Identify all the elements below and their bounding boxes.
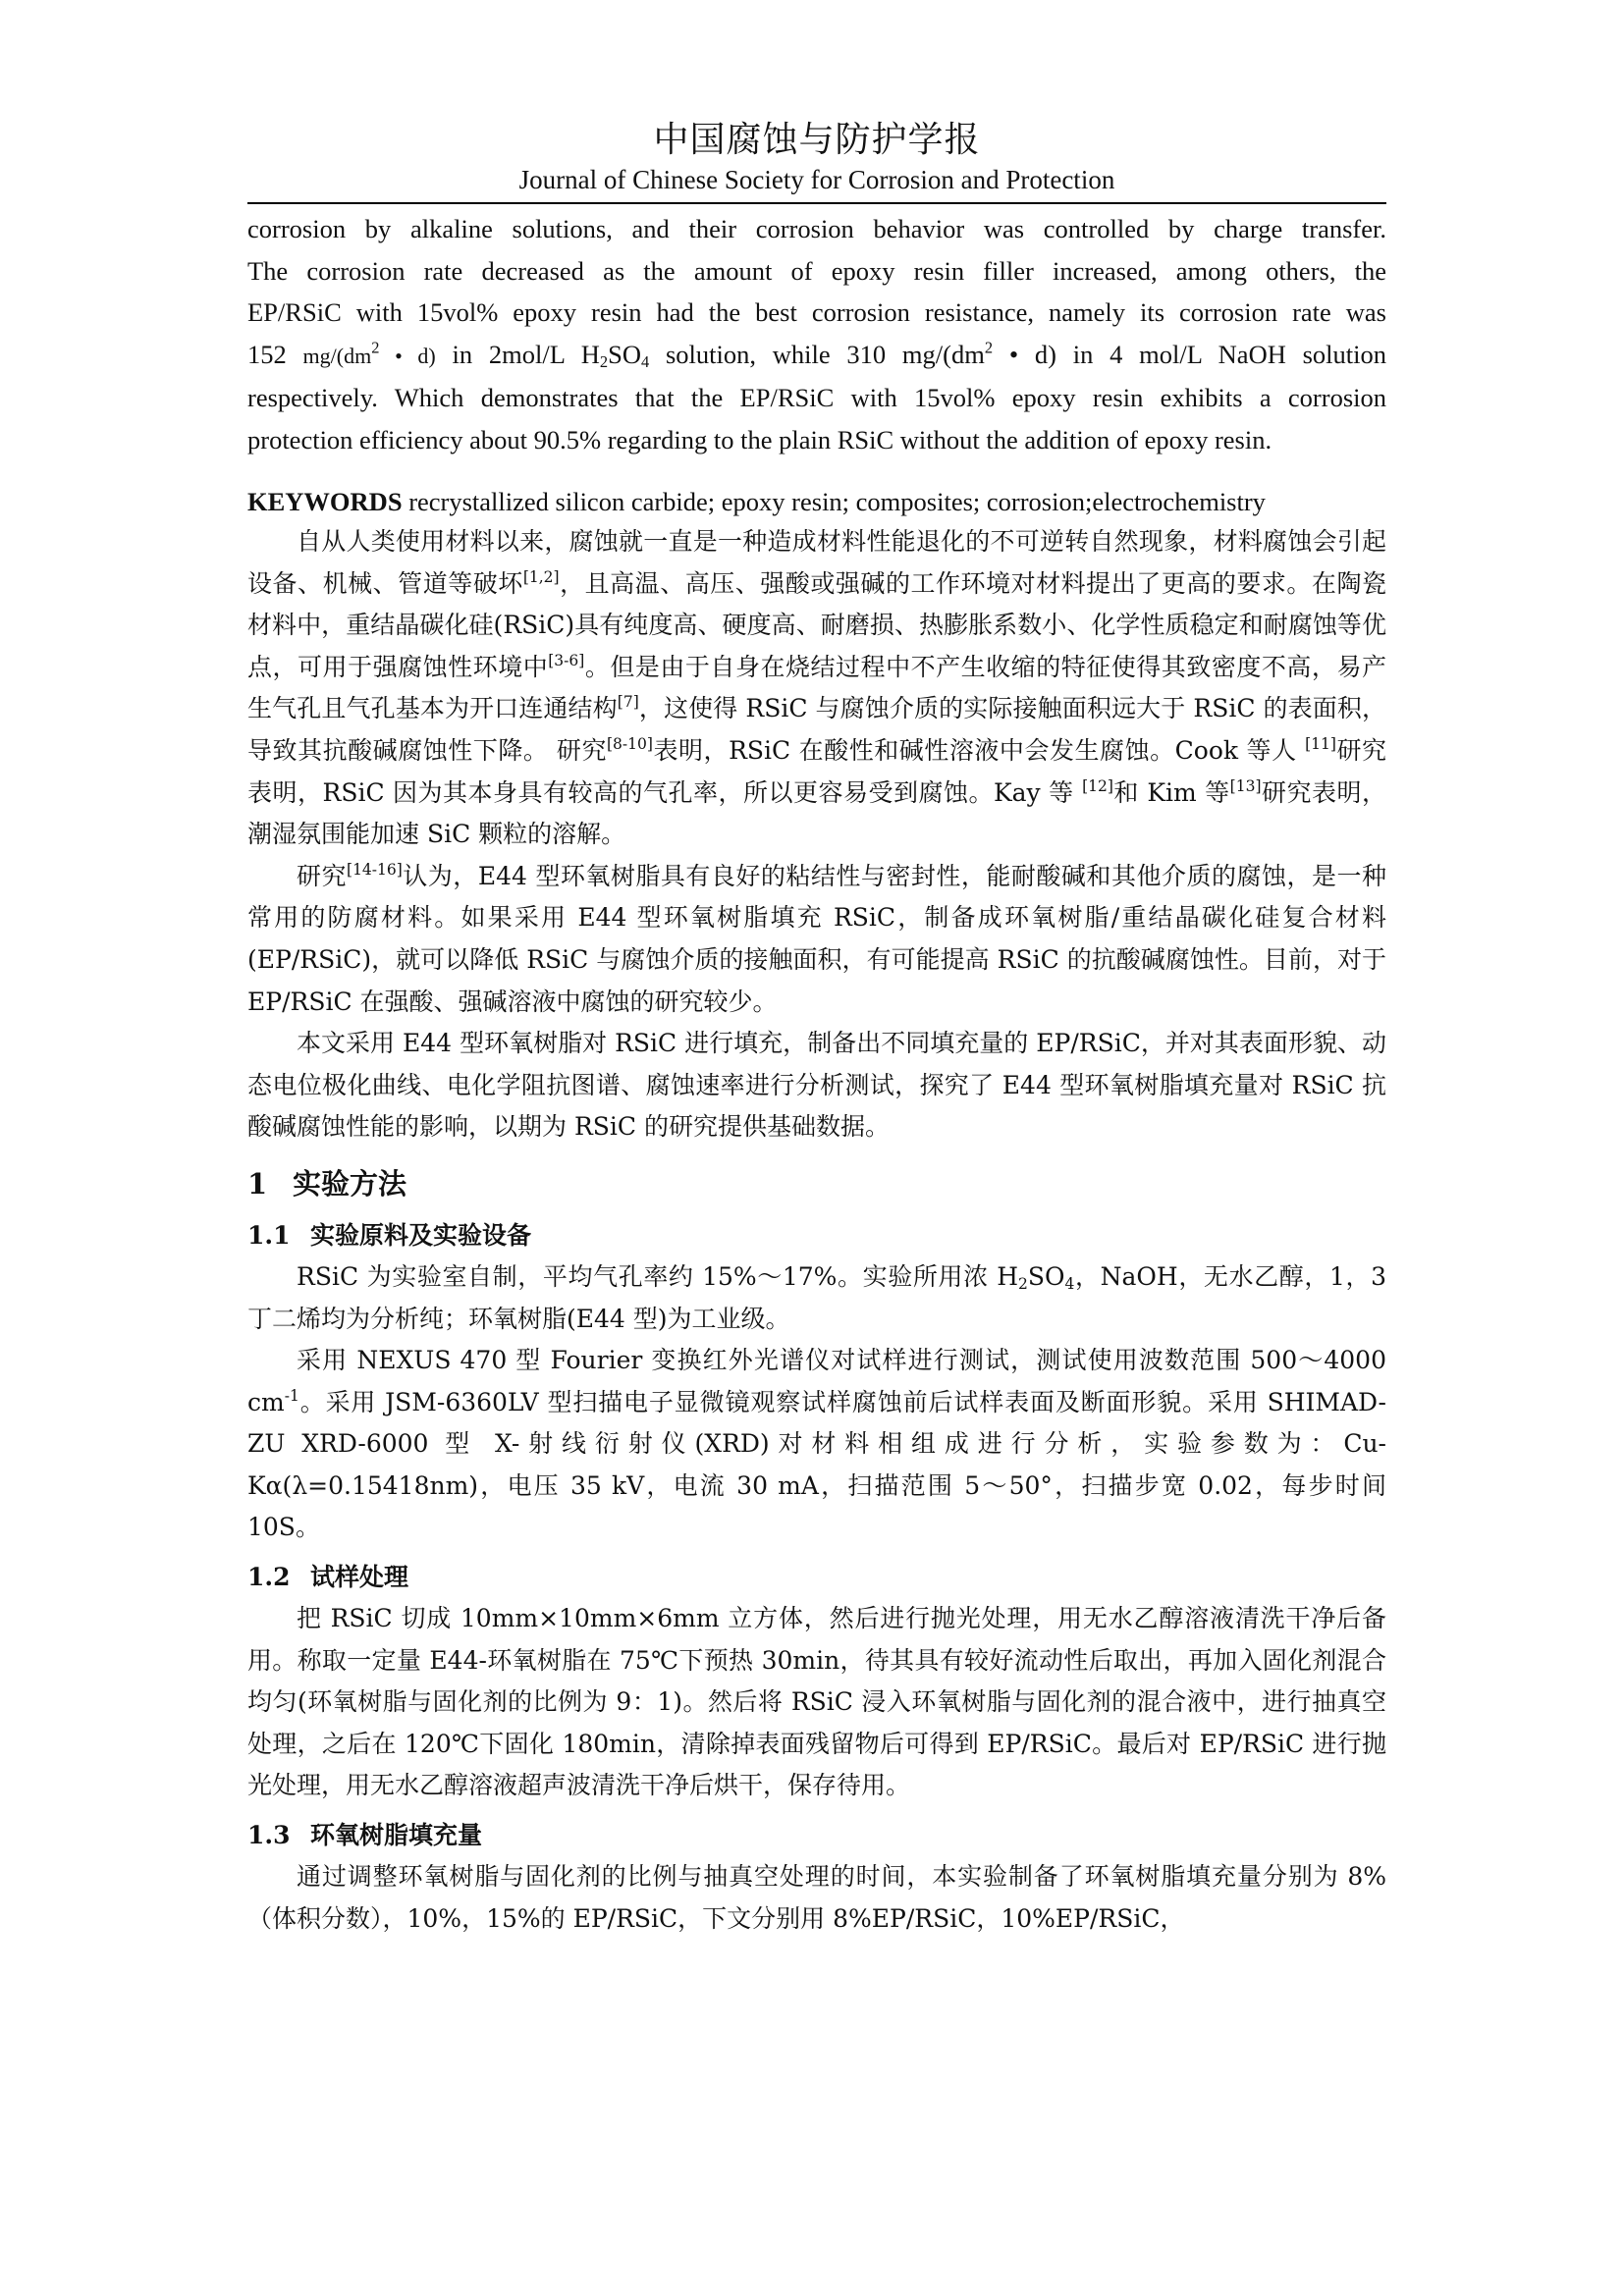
- materials-paragraph: RSiC 为实验室自制，平均气孔率约 15%～17%。实验所用浓 $H_2SO_4$，NaOH，无水乙醇，1，3 丁二烯均为分析纯；环氧树脂(E44 型)为工业级。: [247, 1261, 1386, 1333]
- intro-paragraph-2: 研究[14-16]认为，E44 型环氧树脂具有良好的粘结性与密封性，能耐酸碱和其他介质的腐蚀，是一种常用的防腐材料。如果采用 E44 型环氧树脂填充 RSiC，制备成环氧树脂/重结晶碳化硅复合材料(EP/RSiC)，就可以降低 RSiC 与腐蚀介质的接触面积，有可能提高 RSiC 的抗酸碱腐蚀性。目前，对于 EP/RSiC 在强酸、强碱溶液中腐蚀的研究较少。: [247, 860, 1386, 1016]
- keywords: [247, 482, 1386, 521]
- main-body: [247, 521, 1386, 1940]
- citation: [3-6]: [548, 651, 585, 669]
- citation: [8-10]: [607, 734, 653, 753]
- citation: [7]: [617, 693, 639, 712]
- section-heading-1: 1 实验方法: [247, 1166, 407, 1201]
- page: [247, 118, 1386, 1940]
- abstract-line: corrosion by alkaline solutions, and their corrosion behavior was controlled by charge transfer.: [247, 214, 1386, 243]
- equipment-paragraph: 采用 NEXUS 470 型 Fourier 变换红外光谱仪对试样进行测试，测试使用波数范围 500～4000 $cm^{-1}$。采用 JSM-6360LV 型扫描电子显微镜观察试样腐蚀前后试样表面及断面形貌。采用 SHIMAD-ZU XRD-6000 型 X-射线衍射仪(XRD)对材料相组成进行分析，实验参数为：Cu-Kα(λ=0.15418nm)，电压 35 kV，电流 30 mA，扫描范围 5～50°，扫描步宽 0.02，每步时间 10S。: [247, 1346, 1386, 1542]
- keywords-text: recrystallized silicon carbide; epoxy resin; composites; corrosion;electrochemistry: [402, 487, 1266, 516]
- intro-paragraph-1: 自从人类使用材料以来，腐蚀就一直是一种造成材料性能退化的不可逆转自然现象，材料腐蚀会引起设备、机械、管道等破坏[1,2]，且高温、高压、强酸或强碱的工作环境对材料提出了更高的要求。在陶瓷材料中，重结晶碳化硅(RSiC)具有纯度高、硬度高、耐磨损、热膨胀系数小、化学性质稳定和耐腐蚀等优点，可用于强腐蚀性环境中[3-6]。但是由于自身在烧结过程中不产生收缩的特征使得其致密度不高，易产生气孔且气孔基本为开口连通结构[7]，这使得 RSiC 与腐蚀介质的实际接触面积远大于 RSiC 的表面积，导致其抗酸碱腐蚀性下降。 研究[8-10]表明，RSiC 在酸性和碱性溶液中会发生腐蚀。Cook 等人 [11]研究表明，RSiC 因为其本身具有较高的气孔率，所以更容易受到腐蚀。Kay 等 [12]和 Kim 等[13]研究表明，潮湿氛围能加速 SiC 颗粒的溶解。: [247, 527, 1386, 849]
- header-divider: [247, 202, 1386, 204]
- keywords-label: KEYWORDS: [247, 487, 403, 516]
- sample-treatment-paragraph: 把 RSiC 切成 10mm×10mm×6mm 立方体，然后进行抛光处理，用无水乙醇溶液清洗干净后备用。称取一定量 E44-环氧树脂在 75℃下预热 30min，待其具有较好流动性后取出，再加入固化剂混合均匀(环氧树脂与固化剂的比例为 9：1)。然后将 RSiC 浸入环氧树脂与固化剂的混合液中，进行抽真空处理，之后在 120℃下固化 180min，清除掉表面残留物后可得到 EP/RSiC。最后对 EP/RSiC 进行抛光处理，用无水乙醇溶液超声波清洗干净后烘干，保存待用。: [247, 1604, 1386, 1800]
- journal-title-en: Journal of Chinese Society for Corrosion and Protection: [518, 165, 1115, 194]
- abstract-continuation: [247, 208, 1386, 460]
- section-heading-1-1: 1.1 实验原料及实验设备: [247, 1220, 532, 1250]
- abstract-line: EP/RSiC with 15vol% epoxy resin had the best corrosion resistance, namely its corrosion rate was: [247, 297, 1386, 327]
- citation: [1,2]: [522, 567, 560, 586]
- citation: [12]: [1082, 776, 1113, 795]
- citation: [14-16]: [347, 860, 403, 879]
- citation: [13]: [1229, 776, 1262, 795]
- abstract-line: protection efficiency about 90.5% regarding to the plain RSiC without the addition of epoxy resin.: [247, 424, 1272, 454]
- journal-title-cn: 中国腐蚀与防护学报: [653, 120, 981, 160]
- abstract-line: 152 $mg/(dm^2$ • d) in 2mol/L $H_2SO_4$ solution, while 310 $mg/(dm^2$ • d) in 4 mol/L NaOH solution: [247, 337, 1387, 371]
- filling-amount-paragraph: 通过调整环氧树脂与固化剂的比例与抽真空处理的时间，本实验制备了环氧树脂填充量分别为 8%（体积分数），10%，15%的 EP/RSiC，下文分别用 8%EP/RSiC，10%EP/RSiC，: [247, 1862, 1386, 1933]
- section-heading-1-2: 1.2 试样处理: [247, 1563, 409, 1592]
- section-heading-1-3: 1.3 环氧树脂填充量: [247, 1821, 483, 1850]
- citation: [11]: [1305, 734, 1336, 753]
- abstract-line: respectively. Which demonstrates that the EP/RSiC with 15vol% epoxy resin exhibits a corrosion: [247, 383, 1386, 412]
- intro-paragraph-3: 本文采用 E44 型环氧树脂对 RSiC 进行填充，制备出不同填充量的 EP/RSiC，并对其表面形貌、动态电位极化曲线、电化学阻抗图谱、腐蚀速率进行分析测试，探究了 E44 型环氧树脂填充量对 RSiC 抗酸碱腐蚀性能的影响，以期为 RSiC 的研究提供基础数据。: [247, 1029, 1386, 1142]
- abstract-line: The corrosion rate decreased as the amount of epoxy resin filler increased, among others, the: [247, 255, 1386, 286]
